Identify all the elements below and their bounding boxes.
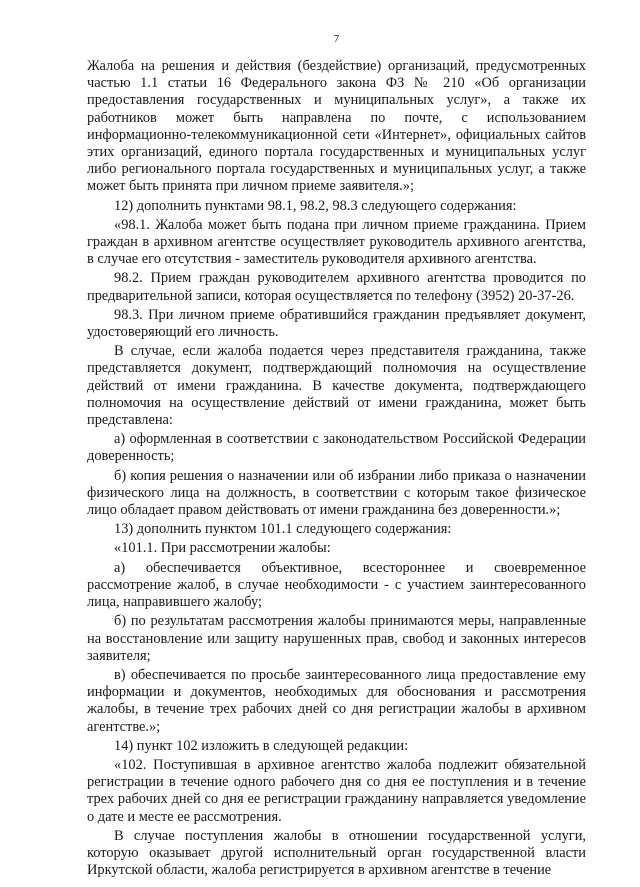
paragraph: «102. Поступившая в архивное агентство жалоба подлежит обязательной регистрации в течение одного рабочего дня со дня ее поступления и в течение трех рабочих дней со дня ее регистрации гражданину направляется уведомление о дате и месте ее рассмотрения.: [87, 756, 586, 825]
paragraph: В случае, если жалоба подается через представителя гражданина, также представляется документ, подтверждающий полномочия на осуществление действий от имени гражданина. В качестве документа, подтверждающего полномочия на осуществление действий от имени гражданина, может быть представлена:: [87, 343, 586, 429]
paragraph: а) оформленная в соответствии с законодательством Российской Федерации доверенность;: [87, 431, 586, 465]
paragraph: 14) пункт 102 изложить в следующей редакции:: [114, 737, 409, 754]
paragraph: «101.1. При рассмотрении жалобы:: [114, 540, 331, 557]
paragraph: в) обеспечивается по просьбе заинтересованного лица предоставление ему информации и документов, необходимых для обоснования и рассмотрения жалобы, в течение трех рабочих дней со дня регистрации жалобы в архивном агентстве.»;: [87, 666, 586, 735]
paragraph: 98.2. Прием граждан руководителем архивного агентства проводится по предварительной записи, которая осуществляется по телефону (3952) 20-37-26.: [87, 270, 586, 304]
paragraph: б) копия решения о назначении или об избрании либо приказа о назначении физического лица на должность, в соответствии с которым такое физическое лицо обладает правом действовать от имени гражданина без доверенности.»;: [87, 467, 586, 519]
paragraph: а) обеспечивается объективное, всестороннее и своевременное рассмотрение жалоб, в случае необходимости - с участием заинтересованного лица, направившего жалобу;: [87, 559, 586, 611]
paragraph: Жалоба на решения и действия (бездействие) организаций, предусмотренных частью 1.1 статьи 16 Федерального закона ФЗ № 210 «Об организации предоставления государственных и муниципальных услуг», а также их работников может быть направлена по почте, с использованием информационно-телекоммуникационной сети «Интернет», официальных сайтов этих организаций, единого портала государственных и муниципальных услуг либо регионального портала государственных и муниципальных услуг, а также может быть принята при личном приеме заявителя.»;: [87, 58, 586, 195]
paragraph: «98.1. Жалоба может быть подана при личном приеме гражданина. Прием граждан в архивном агентстве осуществляет руководитель архивного агентства, в случае его отсутствия - заместитель руководителя архивного агентства.: [87, 216, 586, 268]
paragraph: В случае поступления жалобы в отношении государственной услуги, которую оказывает другой исполнительный орган государственной власти Иркутской области, жалоба регистрируется в архивном агентстве в течение: [87, 827, 586, 879]
paragraph: 13) дополнить пунктом 101.1 следующего содержания:: [114, 521, 452, 538]
paragraph: 98.3. При личном приеме обратившийся гражданин предъявляет документ, удостоверяющий его личность.: [87, 306, 586, 341]
page-number: 7: [333, 33, 340, 45]
paragraph: б) по результатам рассмотрения жалобы принимаются меры, направленные на восстановление или защиту нарушенных прав, свобод и законных интересов заявителя;: [87, 613, 586, 664]
paragraph: 12) дополнить пунктами 98.1, 98.2, 98.3 следующего содержания:: [114, 197, 517, 214]
